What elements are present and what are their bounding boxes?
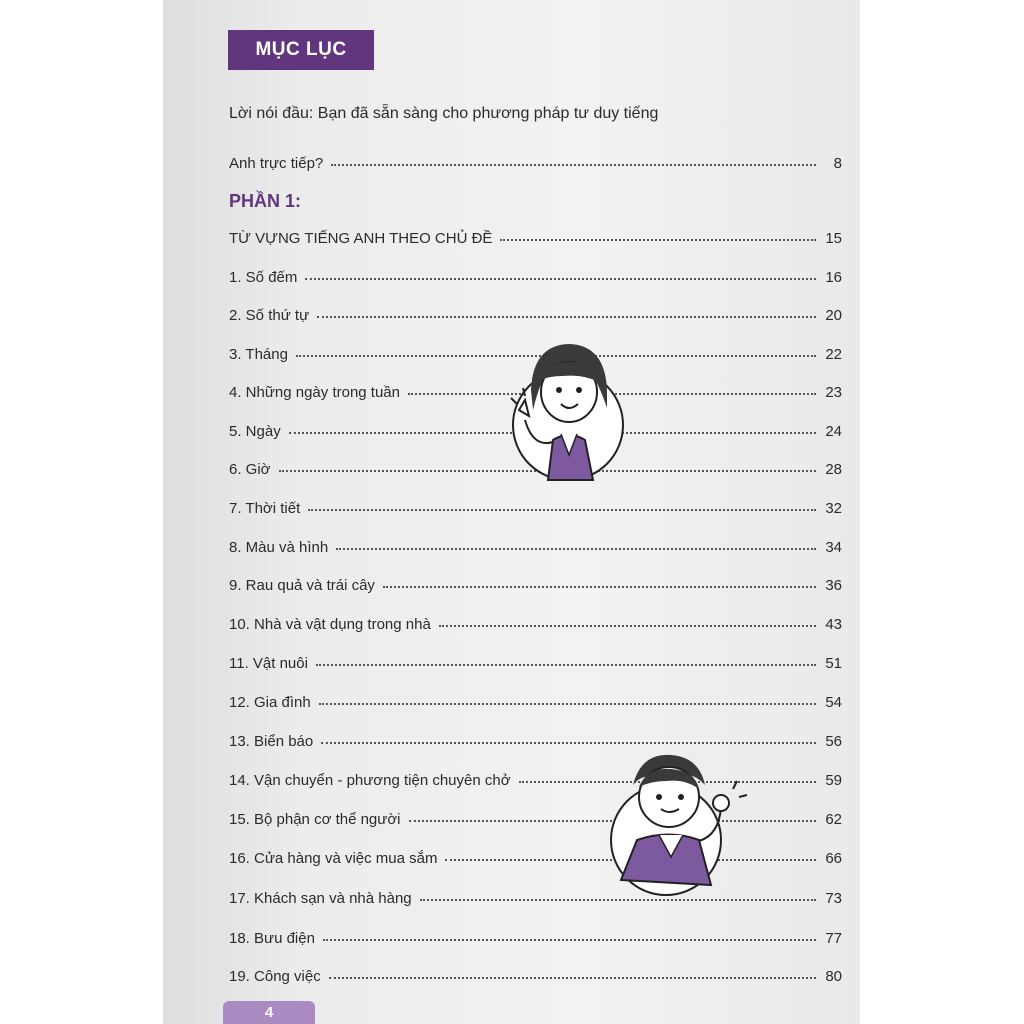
book-page [163, 0, 860, 1024]
toc-row-label: 5. Ngày [229, 423, 281, 440]
toc-row-page: 80 [825, 968, 842, 985]
dot-leader [331, 164, 816, 166]
toc-row-label: 13. Biển báo [229, 733, 314, 750]
toc-row[interactable] [229, 534, 842, 556]
dot-leader [500, 239, 816, 241]
toc-row-page: 20 [825, 307, 842, 324]
toc-row-page: 36 [825, 577, 842, 594]
toc-row-page: 34 [825, 539, 842, 556]
toc-row-label: 16. Cửa hàng và việc mua sắm [229, 850, 438, 867]
toc-title: MỤC LỤC [255, 39, 347, 60]
toc-row-page: 77 [825, 930, 842, 947]
dot-leader [329, 977, 816, 979]
toc-row-label: 6. Giờ [229, 461, 271, 478]
toc-row-page: 59 [825, 772, 842, 789]
toc-row-page: 24 [825, 423, 842, 440]
dot-leader [321, 742, 816, 744]
dot-leader [308, 509, 816, 511]
toc-row-label: 11. Vật nuôi [229, 655, 308, 672]
toc-row-label: 2. Số thứ tự [229, 307, 310, 324]
dot-leader [319, 703, 816, 705]
toc-row-label: TỪ VỰNG TIẾNG ANH THEO CHỦ ĐỀ [229, 230, 493, 247]
toc-row-label: 3. Tháng [229, 346, 288, 363]
toc-row[interactable] [229, 495, 842, 517]
toc-row[interactable] [229, 302, 842, 324]
toc-row-page: 66 [825, 850, 842, 867]
toc-title-box [228, 30, 374, 70]
girl-illustration [503, 330, 633, 490]
toc-row[interactable] [229, 963, 842, 985]
page-number-tab [223, 1001, 315, 1024]
toc-row-page: 32 [825, 500, 842, 517]
toc-row-page: 28 [825, 461, 842, 478]
toc-row-page: 73 [825, 890, 842, 907]
dot-leader [336, 548, 816, 550]
toc-row-label: Anh trực tiếp? [229, 155, 324, 172]
toc-row-page: 54 [825, 694, 842, 711]
toc-row-label: 18. Bưu điện [229, 930, 315, 947]
toc-row[interactable] [229, 225, 842, 247]
toc-row-label: 9. Rau quả và trái cây [229, 577, 375, 594]
dot-leader [323, 939, 816, 941]
toc-row-page: 16 [825, 269, 842, 286]
toc-row-intro[interactable] [229, 150, 842, 172]
toc-row-label: 10. Nhà và vật dụng trong nhà [229, 616, 431, 633]
intro-line-1: Lời nói đầu: Bạn đã sẵn sàng cho phương pháp tư duy tiếng [229, 105, 659, 122]
toc-row-page: 51 [825, 655, 842, 672]
toc-row-label: 1. Số đếm [229, 269, 298, 286]
toc-row-page: 62 [825, 811, 842, 828]
toc-row-label: 7. Thời tiết [229, 500, 301, 517]
toc-row-label: 4. Những ngày trong tuần [229, 384, 400, 401]
toc-row[interactable] [229, 264, 842, 286]
dot-leader [317, 316, 816, 318]
dot-leader [383, 586, 816, 588]
toc-row-label: 8. Màu và hình [229, 539, 329, 556]
toc-row-page: 22 [825, 346, 842, 363]
toc-row-label: 17. Khách sạn và nhà hàng [229, 890, 412, 907]
toc-row-label: 19. Công việc [229, 968, 321, 985]
toc-row-label: 14. Vận chuyển - phương tiện chuyên chở [229, 772, 511, 789]
toc-row[interactable] [229, 689, 842, 711]
dot-leader [439, 625, 816, 627]
toc-row-page: 8 [833, 155, 842, 172]
toc-row[interactable] [229, 650, 842, 672]
toc-row[interactable] [229, 611, 842, 633]
toc-row[interactable] [229, 572, 842, 594]
part-heading: PHẦN 1: [229, 191, 302, 211]
page-number: 4 [264, 1004, 274, 1021]
toc-row-label: 12. Gia đình [229, 694, 311, 711]
dot-leader [305, 278, 816, 280]
toc-row-label: 15. Bộ phận cơ thể người [229, 811, 401, 828]
toc-row-page: 56 [825, 733, 842, 750]
toc-row-page: 23 [825, 384, 842, 401]
toc-row-page: 43 [825, 616, 842, 633]
toc-row[interactable] [229, 925, 842, 947]
toc-row-page: 15 [825, 230, 842, 247]
boy-illustration [601, 745, 751, 905]
dot-leader [316, 664, 816, 666]
